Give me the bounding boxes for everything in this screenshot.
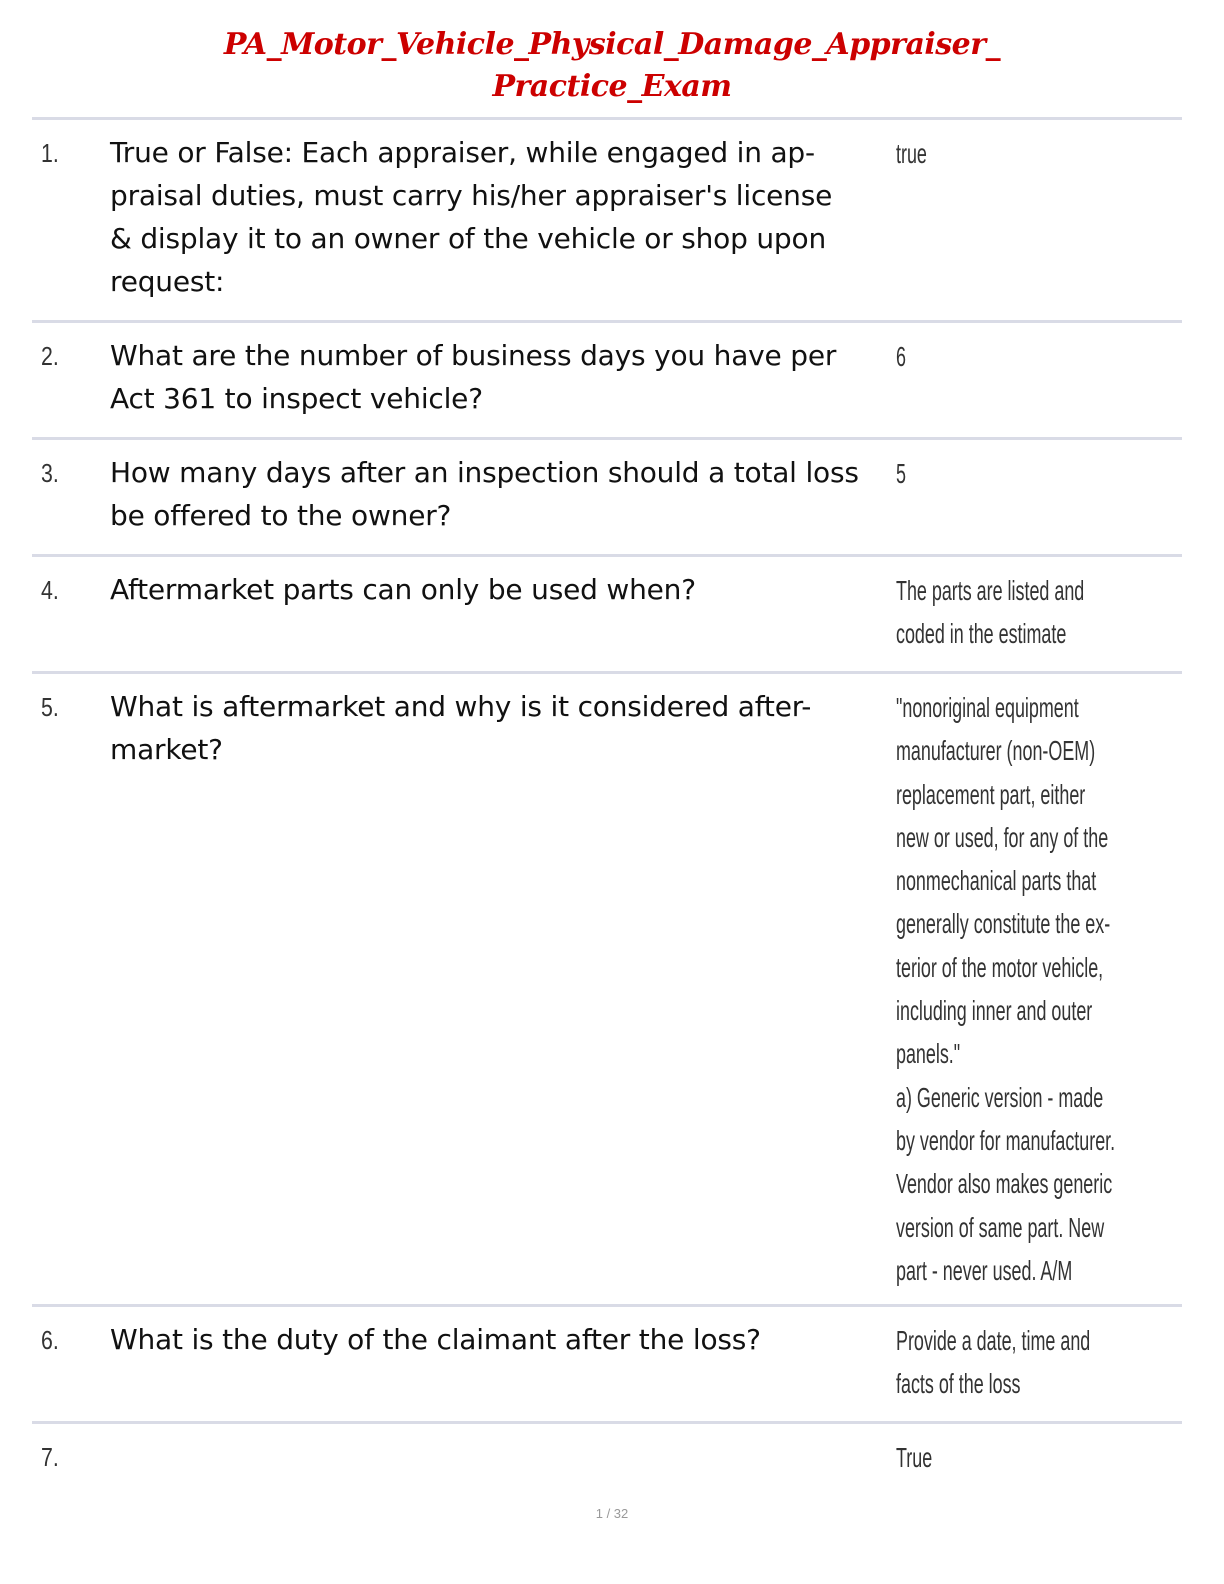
answer-text: 6 — [896, 341, 906, 372]
qa-row-5 — [32, 674, 1182, 1307]
document-title — [0, 24, 1224, 108]
answer-text: True — [896, 1442, 933, 1473]
qa-row-1 — [32, 120, 1182, 323]
qa-row-4 — [32, 557, 1182, 674]
qa-row-2 — [32, 323, 1182, 440]
document-title-line-2: Practice_Exam — [492, 69, 732, 104]
answer-text: "nonoriginal equipment manufacturer (non-OEM) replacement part, either new or used, for any of the nonmechanical parts that generally constitute the ex- terior of the motor vehicle, including inner and outer panels." a) Generic version - made by vendor for manufacturer. Vendor also makes generic version of same part. New part - never used. A/M — [896, 692, 1116, 1286]
question-number: 3. — [41, 458, 59, 488]
question-number: 1. — [41, 138, 59, 168]
qa-row-3 — [32, 440, 1182, 557]
question-text: What is aftermarket and why is it considered after- market? — [110, 690, 812, 766]
qa-row-6 — [32, 1307, 1182, 1424]
answer-text: Provide a date, time and facts of the loss — [896, 1325, 1091, 1400]
question-number: 6. — [41, 1325, 59, 1355]
question-text: True or False: Each appraiser, while engaged in ap- praisal duties, must carry his/her appraiser's license & display it to an owner of the vehicle or shop upon request: — [110, 136, 833, 298]
question-number: 5. — [41, 692, 59, 722]
question-text: Aftermarket parts can only be used when? — [110, 573, 696, 606]
page-number: 1 / 32 — [595, 1506, 629, 1521]
question-text: How many days after an inspection should a total loss be offered to the owner? — [110, 456, 859, 532]
document-title-line-1: PA_Motor_Vehicle_Physical_Damage_Appraiser_ — [223, 27, 1001, 62]
question-number: 4. — [41, 575, 59, 605]
question-text: What is the duty of the claimant after the loss? — [110, 1323, 761, 1356]
qa-row-7 — [32, 1424, 1182, 1494]
answer-text: true — [896, 138, 927, 169]
question-number: 7. — [41, 1442, 59, 1472]
answer-text: The parts are listed and coded in the estimate — [896, 575, 1085, 650]
answer-text: 5 — [896, 458, 906, 489]
question-text: What are the number of business days you have per Act 361 to inspect vehicle? — [110, 339, 837, 415]
question-number: 2. — [41, 341, 59, 371]
